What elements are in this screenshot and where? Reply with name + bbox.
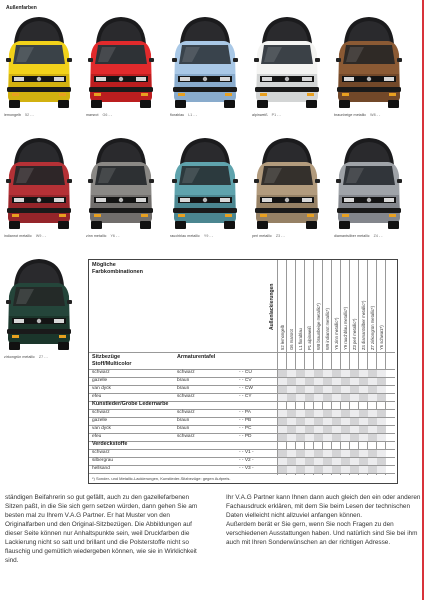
car-front-image bbox=[252, 135, 322, 233]
dashboard-color: braun bbox=[177, 386, 190, 391]
seat-cover: van dyck bbox=[92, 386, 111, 391]
dashboard-color: schwarz bbox=[177, 394, 195, 399]
trim-code: - - PC bbox=[239, 426, 252, 431]
color-swatch bbox=[86, 135, 156, 238]
table-title-line-2: Farbkombinationen bbox=[92, 269, 144, 275]
section-rule bbox=[89, 473, 395, 474]
color-code: Z7 - - bbox=[38, 355, 48, 359]
car-front-image bbox=[252, 14, 322, 112]
color-caption bbox=[86, 234, 156, 238]
table-row bbox=[89, 369, 274, 377]
color-swatch bbox=[4, 256, 74, 359]
car-front-image bbox=[4, 135, 74, 233]
color-code: 52 - - bbox=[25, 113, 34, 117]
body-text-right: Ihr V.A.G Partner kann Ihnen dann auch gleich den ein oder anderen Fachausdruck erklären, mit dem Sie beim Lesen der technischen Daten vielleicht nicht allzuviel anfangen können. Außerdem berät er Sie gern, wenn Sie noch Fragen zu den verschiedenen Ausstattungen haben. Und natürlich sind Sie bei ihm auch mit Ihren Sonderwünschen an der richtigen Adresse. bbox=[226, 494, 421, 546]
table-row bbox=[89, 377, 274, 385]
trim-code: - - CV bbox=[239, 378, 252, 383]
seat-cover: schwarz bbox=[92, 410, 110, 415]
table-row bbox=[89, 433, 274, 441]
color-name: indianrot metallic bbox=[4, 234, 32, 238]
table-row bbox=[89, 385, 274, 393]
color-caption bbox=[86, 113, 156, 117]
color-code: G6 - - bbox=[102, 113, 113, 117]
color-swatch bbox=[252, 135, 322, 238]
paint-column-label: P1 alpinweiß bbox=[307, 326, 312, 350]
car-front-image bbox=[4, 14, 74, 112]
color-caption bbox=[334, 113, 404, 117]
page-heading: Außenfarben bbox=[6, 5, 37, 11]
trim-code: - - PB bbox=[239, 418, 252, 423]
seat-cover: hellsand bbox=[92, 466, 110, 471]
table-row bbox=[89, 457, 274, 465]
car-front-image bbox=[170, 14, 240, 112]
color-code: Y9 - - bbox=[203, 234, 213, 238]
paint-column-label: 52 lemongelb bbox=[280, 324, 285, 350]
color-swatch bbox=[170, 135, 240, 238]
seat-cover: van dyck bbox=[92, 426, 111, 431]
table-title-line-1: Mögliche bbox=[92, 262, 116, 268]
paint-column-label: Y9 rauchblau metallic*) bbox=[343, 306, 348, 350]
color-code: L1 - - bbox=[188, 113, 197, 117]
paint-column-header bbox=[277, 260, 286, 350]
table-row bbox=[89, 409, 274, 417]
color-swatch bbox=[170, 14, 240, 117]
color-caption bbox=[252, 234, 322, 238]
color-caption bbox=[334, 234, 404, 238]
paint-column-label: W8 braunbeige metallic*) bbox=[316, 303, 321, 350]
color-code: Z3 - - bbox=[275, 234, 285, 238]
trim-code: - - CW bbox=[239, 386, 253, 391]
paint-column-label: Z3 perl metallic*) bbox=[352, 318, 357, 350]
paint-column-header bbox=[286, 260, 295, 350]
color-caption bbox=[4, 113, 74, 117]
seat-cover: efeu bbox=[92, 394, 102, 399]
color-name: lemongelb bbox=[4, 113, 22, 117]
seat-cover: efeu bbox=[92, 434, 102, 439]
color-caption bbox=[170, 113, 240, 117]
trim-code: - - V1 - bbox=[239, 450, 254, 455]
color-code: Z4 - - bbox=[373, 234, 383, 238]
dashboard-color: schwarz bbox=[177, 370, 195, 375]
section-title: Kunstleder/Grobe Ledernarbe bbox=[92, 401, 169, 407]
trim-code: - - PD bbox=[239, 434, 252, 439]
color-name: zirkongrün metallic bbox=[4, 355, 35, 359]
paint-column-label: W9 indianrot metallic*) bbox=[325, 308, 330, 350]
color-name: braunbeige metallic bbox=[334, 113, 367, 117]
paint-column-header bbox=[367, 260, 376, 350]
paint-column-header bbox=[358, 260, 367, 350]
seat-cover: gazelle bbox=[92, 378, 108, 383]
color-caption bbox=[4, 234, 74, 238]
paint-column-label: Y6 schwarz*) bbox=[379, 325, 384, 350]
paint-column-label: Z7 zirkongrün metallic*) bbox=[370, 306, 375, 350]
paint-column-label: L1 florablau bbox=[298, 328, 303, 350]
dashboard-color: braun bbox=[177, 418, 190, 423]
seat-cover: schwarz bbox=[92, 370, 110, 375]
color-code: P1 - - bbox=[271, 113, 281, 117]
color-name: marsrot bbox=[86, 113, 99, 117]
color-swatch bbox=[334, 14, 404, 117]
paint-column-header bbox=[349, 260, 358, 350]
section-title: Verdeckstoffe bbox=[92, 441, 128, 447]
paint-column-label: Y6 zinn metallic*) bbox=[334, 317, 339, 350]
table-row bbox=[89, 425, 274, 433]
body-text-left: ständigen Beifahrerin so gut gefällt, auch zu den gazellefarbenen Sitzen paßt, in die Sie sich gern setzen würden, dann gehen Sie am besten mal zu Ihrem V.A.G Partner. Er hat Muster von den Originalfarben und den Original-Sitzbezügen. Die Abbildungen auf dieser Seite können nur Anhaltspunkte sein, weil Druckfarben die Lackierung nicht so satt und brillant und die Polsterstoffe nicht so flauschig und gemütlich wiedergeben können, wie sie in Wirklichkeit sind. bbox=[5, 494, 198, 564]
color-name: florablau bbox=[170, 113, 185, 117]
dash-column-header: Armaturentafel bbox=[177, 354, 216, 360]
paint-column-header bbox=[376, 260, 385, 350]
header-rule bbox=[89, 352, 395, 353]
car-front-image bbox=[334, 14, 404, 112]
car-front-image bbox=[170, 135, 240, 233]
dashboard-color: schwarz bbox=[177, 434, 195, 439]
dashboard-color: braun bbox=[177, 426, 190, 431]
dashboard-color: braun bbox=[177, 378, 190, 383]
color-code: W9 - - bbox=[35, 234, 46, 238]
color-swatch bbox=[4, 135, 74, 238]
table-row bbox=[89, 417, 274, 425]
paint-column-header bbox=[304, 260, 313, 350]
paint-column-header bbox=[313, 260, 322, 350]
trim-code: - - CY bbox=[239, 394, 252, 399]
color-swatch bbox=[252, 14, 322, 117]
paint-column-header bbox=[340, 260, 349, 350]
color-caption bbox=[4, 355, 74, 359]
color-name: perl metallic bbox=[252, 234, 272, 238]
paint-column-label: G6 marsrot bbox=[289, 329, 294, 350]
table-footnote: *) Sonder- und Metallic-Lackierungen, Kunstleder-Sitzbezüge: gegen Aufpreis. bbox=[92, 476, 231, 481]
section-title: Stoff/Multicolor bbox=[92, 361, 132, 367]
color-caption bbox=[252, 113, 322, 117]
color-code: W8 - - bbox=[370, 113, 381, 117]
table-row bbox=[89, 393, 274, 401]
seat-column-header: Sitzbezüge bbox=[92, 354, 121, 360]
car-front-image bbox=[86, 14, 156, 112]
table-title bbox=[92, 262, 143, 276]
car-front-image bbox=[4, 256, 74, 354]
color-name: diamantsilber metallic bbox=[334, 234, 370, 238]
paint-column-label: Z4 diamantsilber metallic*) bbox=[361, 300, 366, 350]
paint-column-header bbox=[331, 260, 340, 350]
section-rule bbox=[89, 441, 395, 442]
color-name: rauchblau metallic bbox=[170, 234, 200, 238]
paint-axis-label: Außenlackierungen bbox=[269, 283, 275, 330]
color-name: zinn metallic bbox=[86, 234, 107, 238]
paint-column-header bbox=[322, 260, 331, 350]
color-code: Y6 - - bbox=[110, 234, 120, 238]
grid-vline bbox=[385, 260, 386, 475]
page-edge-stripe bbox=[422, 0, 424, 600]
car-front-image bbox=[334, 135, 404, 233]
seat-cover: schwarz bbox=[92, 450, 110, 455]
seat-cover: silbergrau bbox=[92, 458, 114, 463]
dashboard-color: schwarz bbox=[177, 410, 195, 415]
table-row bbox=[89, 465, 274, 473]
trim-code: - - CU bbox=[239, 370, 252, 375]
table-row bbox=[89, 449, 274, 457]
color-caption bbox=[170, 234, 240, 238]
seat-cover: gazelle bbox=[92, 418, 108, 423]
car-front-image bbox=[86, 135, 156, 233]
trim-code: - - PA bbox=[239, 410, 251, 415]
trim-code: - - V3 - bbox=[239, 466, 254, 471]
color-name: alpinweiß bbox=[252, 113, 268, 117]
paint-column-header bbox=[295, 260, 304, 350]
color-swatch bbox=[334, 135, 404, 238]
color-combination-table bbox=[88, 259, 398, 484]
color-swatch bbox=[86, 14, 156, 117]
color-swatch bbox=[4, 14, 74, 117]
trim-code: - - V2 - bbox=[239, 458, 254, 463]
